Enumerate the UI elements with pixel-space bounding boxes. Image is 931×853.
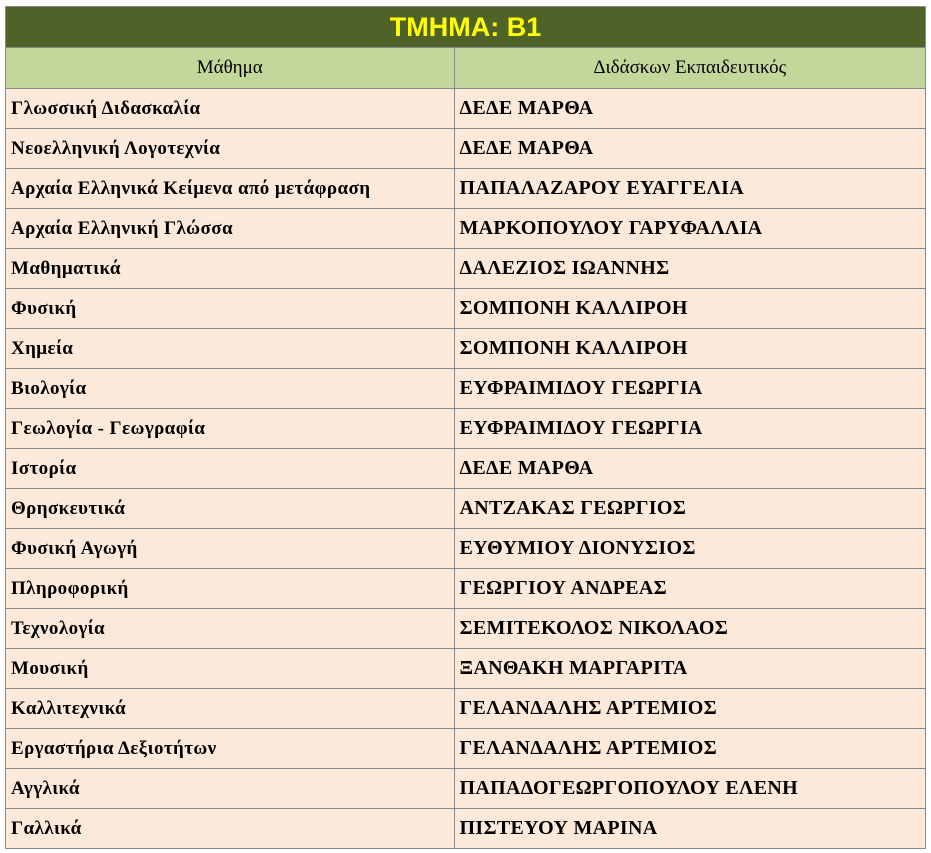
table-row <box>6 409 925 449</box>
subject-cell: Πληροφορική <box>6 569 454 609</box>
teacher-cell: ΞΑΝΘΑΚΗ ΜΑΡΓΑΡΙΤΑ <box>454 649 925 689</box>
subject-cell: Θρησκευτικά <box>6 489 454 529</box>
teachers-table <box>6 48 925 848</box>
table-row <box>6 729 925 769</box>
table-row <box>6 249 925 289</box>
table-row <box>6 769 925 809</box>
teacher-cell: ΕΥΘΥΜΙΟΥ ΔΙΟΝΥΣΙΟΣ <box>454 529 925 569</box>
subject-cell: Γλωσσική Διδασκαλία <box>6 89 454 129</box>
subject-cell: Φυσική <box>6 289 454 329</box>
teacher-cell: ΠΙΣΤΕΥΟΥ ΜΑΡΙΝΑ <box>454 809 925 849</box>
teacher-cell: ΜΑΡΚΟΠΟΥΛΟΥ ΓΑΡΥΦΑΛΛΙΑ <box>454 209 925 249</box>
subject-cell: Φυσική Αγωγή <box>6 529 454 569</box>
table-row <box>6 809 925 849</box>
teacher-cell: ΣΕΜΙΤΕΚΟΛΟΣ ΝΙΚΟΛΑΟΣ <box>454 609 925 649</box>
teacher-cell: ΔΕΔΕ ΜΑΡΘΑ <box>454 449 925 489</box>
subject-cell: Αρχαία Ελληνική Γλώσσα <box>6 209 454 249</box>
teacher-cell: ΣΟΜΠΟΝΗ ΚΑΛΛΙΡΟΗ <box>454 329 925 369</box>
table-row <box>6 649 925 689</box>
table-row <box>6 529 925 569</box>
subject-cell: Γαλλικά <box>6 809 454 849</box>
teacher-cell: ΓΕΛΑΝΔΑΛΗΣ ΑΡΤΕΜΙΟΣ <box>454 729 925 769</box>
teacher-cell: ΑΝΤΖΑΚΑΣ ΓΕΩΡΓΙΟΣ <box>454 489 925 529</box>
subject-cell: Εργαστήρια Δεξιοτήτων <box>6 729 454 769</box>
teacher-cell: ΓΕΩΡΓΙΟΥ ΑΝΔΡΕΑΣ <box>454 569 925 609</box>
teacher-cell: ΕΥΦΡΑΙΜΙΔΟΥ ΓΕΩΡΓΙΑ <box>454 369 925 409</box>
subject-cell: Ιστορία <box>6 449 454 489</box>
teacher-cell: ΔΕΔΕ ΜΑΡΘΑ <box>454 89 925 129</box>
table-row <box>6 609 925 649</box>
header-row <box>6 48 925 89</box>
table-row <box>6 569 925 609</box>
teacher-cell: ΓΕΛΑΝΔΑΛΗΣ ΑΡΤΕΜΙΟΣ <box>454 689 925 729</box>
subject-cell: Νεοελληνική Λογοτεχνία <box>6 129 454 169</box>
subject-cell: Γεωλογία - Γεωγραφία <box>6 409 454 449</box>
teacher-cell: ΣΟΜΠΟΝΗ ΚΑΛΛΙΡΟΗ <box>454 289 925 329</box>
teacher-cell: ΠΑΠΑΔΟΓΕΩΡΓΟΠΟΥΛΟΥ ΕΛΕΝΗ <box>454 769 925 809</box>
table-row <box>6 89 925 129</box>
column-header-teacher: Διδάσκων Εκπαιδευτικός <box>454 48 925 89</box>
table-row <box>6 289 925 329</box>
teacher-cell: ΠΑΠΑΛΑΖΑΡΟΥ ΕΥΑΓΓΕΛΙΑ <box>454 169 925 209</box>
table-row <box>6 169 925 209</box>
subject-cell: Αγγλικά <box>6 769 454 809</box>
table-row <box>6 689 925 729</box>
subject-cell: Χημεία <box>6 329 454 369</box>
teacher-cell: ΔΕΔΕ ΜΑΡΘΑ <box>454 129 925 169</box>
teacher-cell: ΔΑΛΕΖΙΟΣ ΙΩΑΝΝΗΣ <box>454 249 925 289</box>
table-row <box>6 129 925 169</box>
subject-cell: Βιολογία <box>6 369 454 409</box>
class-title: ΤΜΗΜΑ: Β1 <box>6 7 925 48</box>
column-header-subject: Μάθημα <box>6 48 454 89</box>
subject-cell: Αρχαία Ελληνικά Κείμενα από μετάφραση <box>6 169 454 209</box>
subject-cell: Καλλιτεχνικά <box>6 689 454 729</box>
table-row <box>6 209 925 249</box>
table-row <box>6 449 925 489</box>
teacher-cell: ΕΥΦΡΑΙΜΙΔΟΥ ΓΕΩΡΓΙΑ <box>454 409 925 449</box>
schedule-sheet <box>5 6 926 849</box>
table-row <box>6 329 925 369</box>
table-row <box>6 369 925 409</box>
subject-cell: Τεχνολογία <box>6 609 454 649</box>
subject-cell: Μουσική <box>6 649 454 689</box>
subject-cell: Μαθηματικά <box>6 249 454 289</box>
table-row <box>6 489 925 529</box>
